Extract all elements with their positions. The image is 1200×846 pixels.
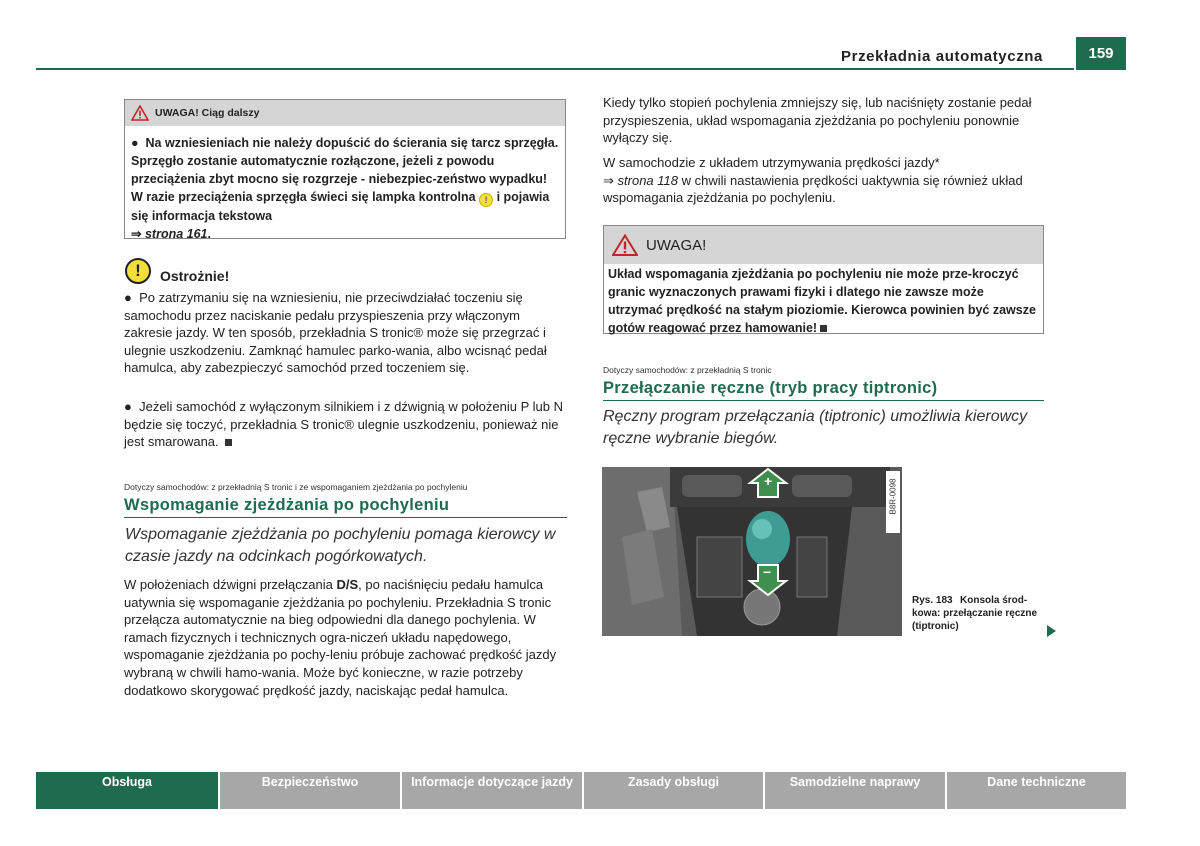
running-header: Przekładnia automatyczna bbox=[841, 48, 1043, 65]
arrow-ref-icon: ⇒ bbox=[603, 172, 614, 188]
bullet-icon: ● bbox=[131, 136, 139, 150]
warning-title: UWAGA! bbox=[646, 236, 707, 254]
figure-caption bbox=[912, 594, 1042, 633]
section2-applies: Dotyczy samochodów: z przekładnią S tronic bbox=[603, 365, 772, 375]
right-p2-b: w chwili nastawienia prędkości uaktywnia się również układ wspomagania zjeżdżania po pochyleniu. bbox=[603, 172, 1023, 206]
page-number: 159 bbox=[1076, 37, 1126, 70]
center-console-figure bbox=[602, 467, 902, 636]
warning-triangle-icon bbox=[131, 105, 149, 121]
gear-position-label: D/S bbox=[336, 577, 359, 592]
section2-lead: Ręczny program przełączania (tiptronic) umożliwia kierowcy ręczne wybranie biegów. bbox=[603, 408, 1028, 447]
warning-continued-box bbox=[124, 99, 566, 239]
figure-number: Rys. 183 bbox=[912, 595, 953, 606]
warning-continued-header bbox=[125, 100, 565, 126]
page-ref-link[interactable]: strona 161 bbox=[144, 227, 208, 241]
header-rule bbox=[36, 68, 1074, 70]
section2-title: Przełączanie ręczne (tryb pracy tiptronic) bbox=[603, 379, 938, 397]
right-p2-a: W samochodzie z układem utrzymywania prędkości jazdy* bbox=[603, 155, 940, 170]
warning-continued-text: ● Na wzniesieniach nie należy dopuścić do ścierania się tarcz sprzęgła. Sprzęgło zostanie automatycznie rozłączone, jeżeli z powodu przeciążenia zbyt mocno się rozgrzeje - niebezpiec-zeństwo wypadku! W razie przeciążenia sprzęgła świeci się lampka kontrolna ! i pojawia się informacja tekstowa ⇒ strona 161. bbox=[131, 136, 559, 241]
figure-caption-text: Konsola środ-kowa: przełączanie ręczne (tiptronic) bbox=[912, 595, 1038, 632]
tab-obsluga[interactable]: Obsługa bbox=[36, 772, 218, 809]
tab-bezpieczenstwo[interactable]: Bezpieczeństwo bbox=[220, 772, 400, 809]
section1-p1-b: , po naciśnięciu pedału hamulca uatywnia się wspomaganie zjeżdżania po pochyleniu. Przekładnia S tronic przełącza automatycznie na bieg odpowiedni dla danego pochylenia. W ramach fizycznych i technicznych ogra-niczeń układu napędowego, wspomaganie zjeżdżania po pochy-leniu próbuje zachować prędkość jazdy wybraną w chwili hamo-wania. Może być konieczne, w razie potrzeby dodatkowo skorygować prędkość jazdy, naciskając pedał hamulca. bbox=[124, 577, 557, 698]
shift-up-symbol: + bbox=[764, 473, 773, 489]
bullet-icon: ● bbox=[124, 399, 132, 414]
section1-p1-a: W położeniach dźwigni przełączania bbox=[124, 577, 333, 592]
figure-code: B8R-0098 bbox=[888, 478, 898, 515]
bullet-icon: ● bbox=[124, 290, 132, 305]
tab-samodzielne-naprawy[interactable]: Samodzielne naprawy bbox=[765, 772, 945, 809]
warning-header bbox=[604, 226, 1043, 264]
warning-box bbox=[603, 225, 1044, 334]
tab-dane-techniczne[interactable]: Dane techniczne bbox=[947, 772, 1126, 809]
caution-item-2 bbox=[124, 398, 568, 451]
right-paragraph-1: Kiedy tylko stopień pochylenia zmniejszy się, lub naciśnięty zostanie pedał przyspieszenia, układ wspomagania zjeżdżania po pochyleniu ponownie wyłączy się. bbox=[603, 95, 1032, 146]
tab-informacje[interactable]: Informacje dotyczące jazdy bbox=[402, 772, 582, 809]
right-paragraph-2 bbox=[603, 154, 1045, 207]
end-mark-icon bbox=[225, 439, 232, 446]
section1-title: Wspomaganie zjeżdżania po pochyleniu bbox=[124, 496, 450, 514]
end-mark-icon bbox=[820, 325, 827, 332]
warning-triangle-icon bbox=[612, 234, 638, 256]
page-ref-link[interactable]: strona 118 bbox=[617, 172, 678, 188]
warning-continued-title: UWAGA! Ciąg dalszy bbox=[155, 107, 260, 119]
warning-text-b: i pojawia się informacja tekstowa bbox=[131, 190, 550, 223]
caution-item-1 bbox=[124, 289, 568, 377]
section1-rule bbox=[124, 517, 567, 518]
warning-text-a: Na wzniesieniach nie należy dopuścić do ścierania się tarcz sprzęgła. Sprzęgło zostanie automatycznie rozłączone, jeżeli z powodu przeciążenia zbyt mocno się rozgrzeje - niebezpiec-zeństwo wypadku! W razie przeciążenia sprzęgła świeci się lampka kontrolna bbox=[131, 136, 559, 204]
warning-lamp-icon: ! bbox=[479, 193, 493, 207]
section1-applies: Dotyczy samochodów: z przekładnią S tronic i ze wspomaganiem zjeżdżania po pochyleniu bbox=[124, 482, 468, 492]
continue-arrow-icon bbox=[1047, 625, 1056, 637]
section1-lead: Wspomaganie zjeżdżania po pochyleniu pomaga kierowcy w czasie jazdy na odcinkach pogórkowatych. bbox=[125, 526, 556, 565]
shift-down-symbol: − bbox=[763, 564, 772, 580]
section1-paragraph bbox=[124, 576, 566, 699]
caution-icon: ! bbox=[125, 258, 151, 284]
caution-title: Ostrożnie! bbox=[160, 268, 230, 284]
caution-item-2-text: Jeżeli samochód z wyłączonym silnikiem i z dźwignią w położeniu P lub N będzie się toczyć, przekładnia S tronic® ulegnie uszkodzeniu, ponieważ nie jest smarowana. bbox=[124, 399, 563, 450]
tab-zasady-obslugi[interactable]: Zasady obsługi bbox=[584, 772, 763, 809]
caution-item-1-text: Po zatrzymaniu się na wzniesieniu, nie przeciwdziałać toczeniu się samochodu przez naciskanie pedału przyspieszenia przy włączonym zakresie jazdy. W ten sposób, przekładnia S tronic® może się przegrzać i ulegnie uszkodzeniu. Zamknąć hamulec parko-wania, albo wcisnąć pedał hamulca, aby zabezpieczyć samochód przed toczeniem się. bbox=[124, 290, 547, 376]
warning-body: Układ wspomagania zjeżdżania po pochyleniu nie może prze-kroczyć granic wyznaczonych prawami fizyki i dlatego nie zawsze może utrzymać prędkość na stałym pioziomie. Kierowca powinien być zawsze gotów reagować przez hamowanie! bbox=[608, 267, 1036, 335]
console-illustration bbox=[602, 467, 902, 636]
warning-text bbox=[604, 264, 1043, 338]
arrow-ref-icon: ⇒ bbox=[131, 227, 142, 241]
section2-rule bbox=[603, 400, 1044, 401]
